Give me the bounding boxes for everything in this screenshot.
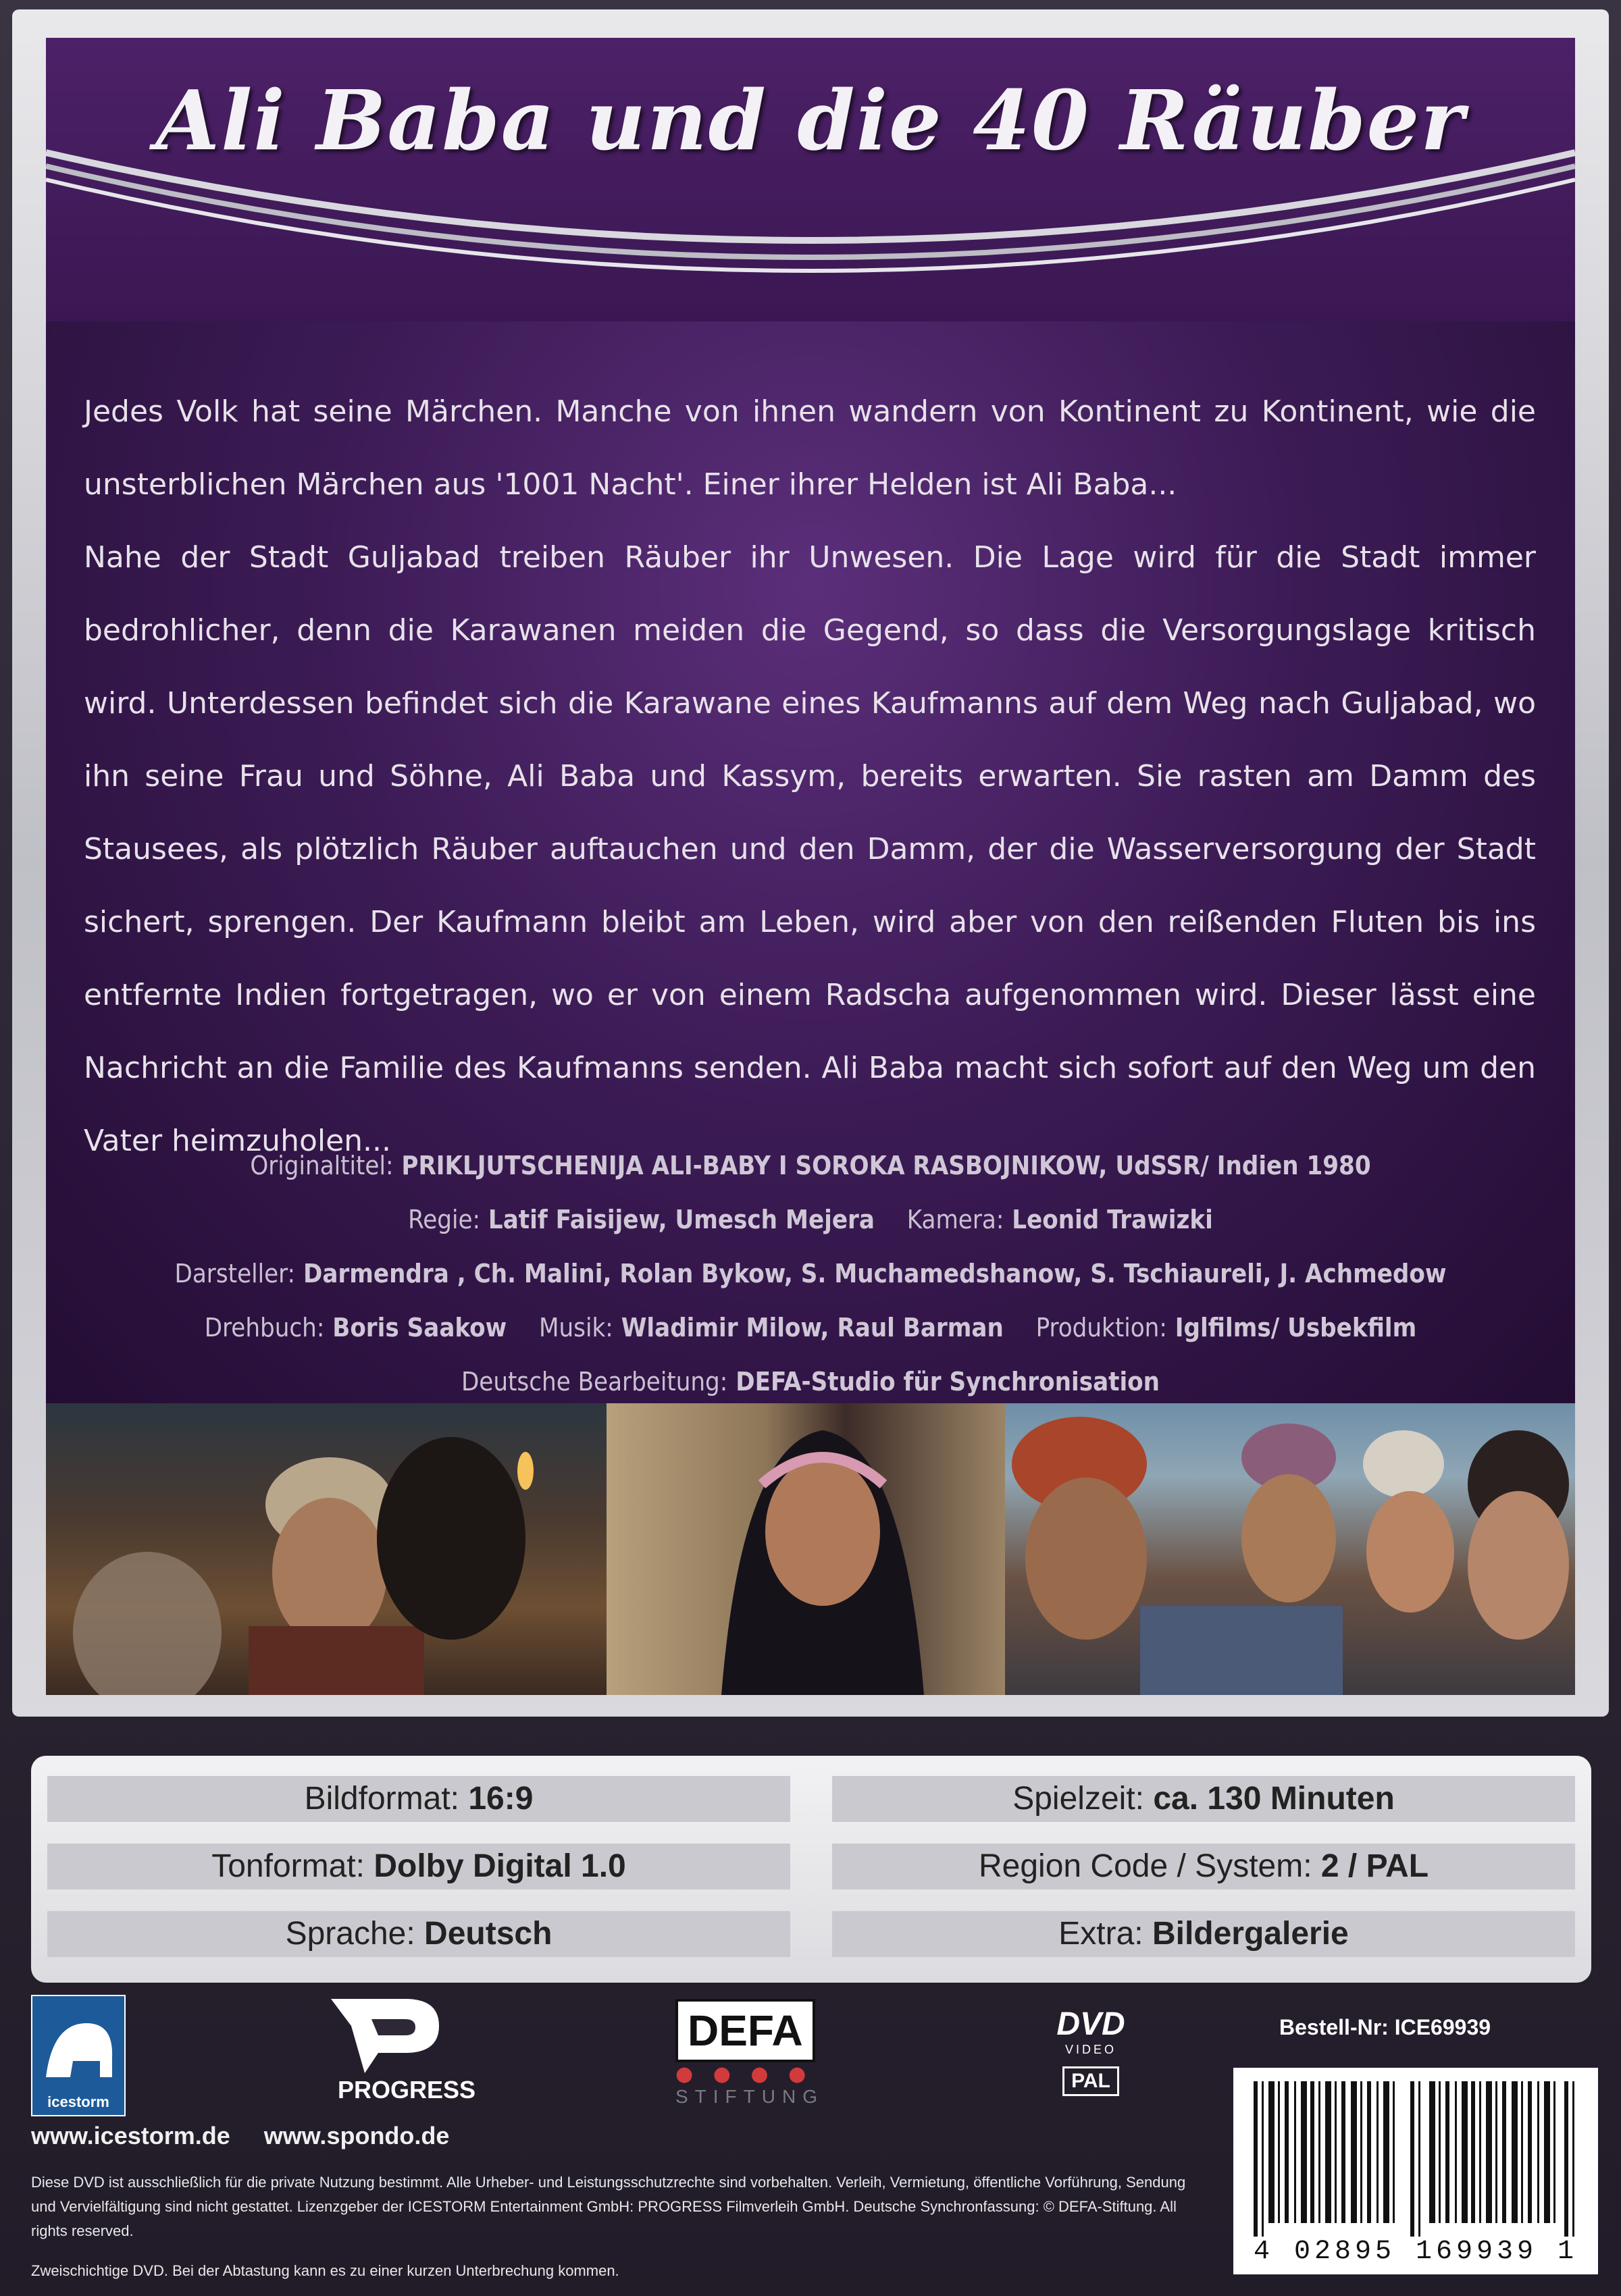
spec-region [832,1844,1575,1889]
order-number: Bestell-Nr: ICE69939 [1279,2015,1491,2039]
specs-box [31,1756,1591,1983]
synopsis-paragraph-1: Jedes Volk hat seine Märchen. Manche von ihnen wandern von Kontinent zu Kontinent, wie die unsterblichen Märchen aus '1001 Nacht'. Einer ihrer Helden ist Ali Baba... [84,394,1536,502]
polar-bear-icon [32,1996,124,2091]
defa-logo-text: DEFA [675,1999,815,2062]
dual-layer-notice: Zweischichtige DVD. Bei der Abtastung kann es zu einer kurzen Unterbrechung kommen. [31,2262,619,2279]
credit-label: Kamera: [906,1205,1004,1234]
dvd-logo-subtext: VIDEO [1064,2043,1116,2056]
credit-value: Leonid Trawizki [1012,1205,1213,1234]
credit-value: Latif Faisijew, Umesch Mejera [488,1205,875,1234]
synopsis-panel [46,38,1575,1409]
spec-value: ca. 130 Minuten [1153,1781,1395,1817]
spec-label: Sprache: [285,1916,415,1952]
film-still-2 [607,1403,1005,1695]
film-still-3 [1005,1403,1575,1695]
spec-spielzeit [832,1776,1575,1822]
film-still-1 [46,1403,607,1695]
credit-value: DEFA-Studio für Synchronisation [736,1367,1160,1397]
credit-director-camera [46,1193,1575,1247]
website-link[interactable]: www.spondo.de [263,2122,450,2149]
credit-cast [46,1247,1575,1301]
credit-label: Deutsche Bearbeitung: [461,1367,728,1397]
pal-badge: PAL [1062,2066,1119,2096]
barcode [1233,2068,1598,2274]
progress-logo-text: PROGRESS [338,2076,476,2104]
credit-original-title [46,1139,1575,1193]
spec-sprache [47,1911,790,1957]
website-link[interactable]: www.icestorm.de [31,2122,230,2149]
progress-logo [324,1999,486,2114]
progress-mark-icon [324,1999,486,2073]
legal-notice: Diese DVD ist ausschließlich für die private Nutzung bestimmt. Alle Urheber- und Leistungsschutzrechte sind vorbehalten. Verleih, Vermietung, öffentliche Vorführung, Sendung und Vervielfältigung sind nicht gestattet. Lizenzgeber der ICESTORM Entertainment GmbH: PROGRESS Filmverleih GmbH. Deutsche Synchronfassung: © DEFA-Stiftung. All rights reserved. [31,2174,1186,2239]
credit-label: Musik: [538,1313,613,1342]
spec-extra [832,1911,1575,1957]
dvd-logo [1047,2006,1135,2114]
credit-script-music-production [46,1301,1575,1355]
spec-tonformat [47,1844,790,1889]
spec-value: Bildergalerie [1152,1916,1349,1952]
spec-value: Dolby Digital 1.0 [374,1848,626,1884]
synopsis [84,375,1536,1178]
credit-value: Boris Saakow [332,1313,507,1342]
credit-value: Iglfilms/ Usbekfilm [1175,1313,1417,1342]
spec-value: 2 / PAL [1320,1848,1429,1884]
spec-label: Extra: [1058,1916,1143,1952]
spec-value: 16:9 [468,1781,534,1817]
defa-subtitle: STIFTUNG [675,2086,824,2107]
barcode-number: 4 02895 169939 1 [1253,2237,1578,2267]
synopsis-paragraph-2: Nahe der Stadt Guljabad treiben Räuber ihr Unwesen. Die Lage wird für die Stadt immer bedrohlicher, denn die Karawanen meiden die Gegend, so dass die Versorgungslage kritisch wird. Unterdessen befindet sich die Karawane eines Kaufmanns auf dem Weg nach Guljabad, wo ihn seine Frau und Söhne, Ali Baba und Kassym, bereits erwarten. Sie rasten am Damm des Stausees, als plötzlich Räuber auftauchen und den Damm, der die Wasserversorgung der Stadt sichert, sprengen. Der Kaufmann bleibt am Leben, wird aber von den reißenden Fluten bis ins entfernte Indien fortgetragen, wo er von einem Radscha aufgenommen wird. Dieser lässt eine Nachricht an die Familie des Kaufmanns senden. Ali Baba macht sich sofort auf den Weg um den Vater heimzuholen... [84,540,1536,1158]
websites [31,2122,476,2150]
movie-title: Ali Baba und die 40 Räuber [155,72,1466,169]
icestorm-logo [31,1995,126,2116]
credit-dubbing [46,1355,1575,1409]
defa-logo [675,1999,865,2114]
spec-label: Region Code / System: [978,1848,1312,1884]
credit-label: Regie: [408,1205,481,1234]
barcode-bars-icon [1233,2068,1598,2237]
credit-label: Darsteller: [174,1259,296,1288]
credit-value: Wladimir Milow, Raul Barman [621,1313,1004,1342]
spec-value: Deutsch [424,1916,552,1952]
credit-value: Darmendra , Ch. Malini, Rolan Bykow, S. Muchamedshanow, S. Tschiaureli, J. Achmedow [303,1259,1447,1288]
credit-label: Drehbuch: [204,1313,325,1342]
spec-label: Spielzeit: [1012,1781,1144,1817]
credit-label: Produktion: [1035,1313,1167,1342]
credit-label: Originaltitel: [250,1151,394,1180]
icestorm-logo-text: icestorm [47,2093,109,2110]
spec-bildformat [47,1776,790,1822]
spec-label: Tonformat: [211,1848,365,1884]
dvd-logo-text: DVD [1056,2006,1125,2042]
screenshot-strip [46,1403,1575,1695]
spec-label: Bildformat: [304,1781,459,1817]
credits [46,1139,1575,1409]
defa-dots-icon: ● ● ● ● [675,2062,813,2086]
credit-value: PRIKLJUTSCHENIJA ALI-BABY I SOROKA RASBOJNIKOW, UdSSR/ Indien 1980 [401,1151,1371,1180]
